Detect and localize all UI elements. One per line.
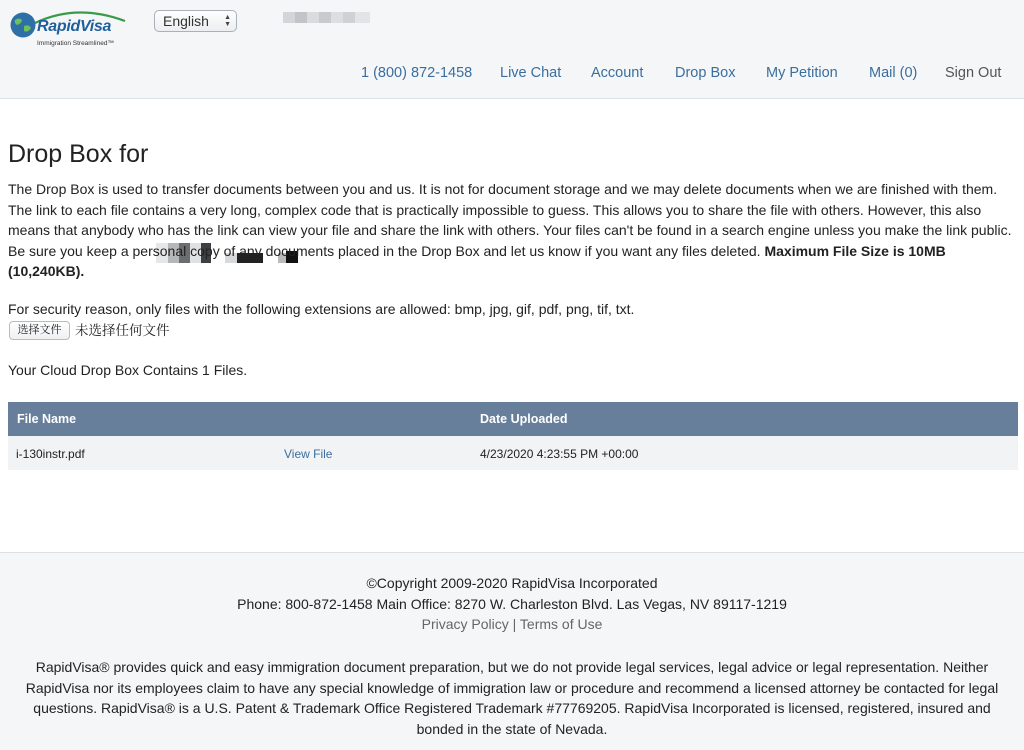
copyright-text: ©Copyright 2009-2020 RapidVisa Incorporated — [366, 575, 658, 591]
intro-paragraph — [8, 179, 1018, 282]
header-date-uploaded: Date Uploaded — [480, 412, 568, 426]
page-title-text: Drop Box for — [8, 140, 149, 168]
footer-link-separator: | — [512, 616, 517, 632]
site-header — [0, 0, 1024, 99]
nav-phone[interactable]: 1 (800) 872-1458 — [361, 65, 473, 81]
view-file-link[interactable]: View File — [284, 447, 333, 461]
site-footer — [0, 552, 1024, 750]
date-uploaded-cell: 4/23/2020 4:23:55 PM +00:00 — [480, 447, 639, 461]
files-table — [8, 402, 1018, 470]
updown-arrows-icon: ▲ ▼ — [224, 14, 231, 28]
terms-of-use-link[interactable]: Terms of Use — [519, 616, 603, 632]
table-row — [8, 436, 1018, 470]
legal-disclaimer: RapidVisa® provides quick and easy immigration document preparation, but we do not provide legal services, legal advice or legal representation. Neither RapidVisa nor its employees claim to have any special knowledge of immigration law or procedure and recommend a licensed attorney be contacted for legal questions. RapidVisa® is a U.S. Patent & Trademark Office Registered Trademark #77769205. RapidVisa Incorporated is licensed, registered, insured and bonded in the state of Nevada. — [25, 659, 999, 737]
header-file-name: File Name — [17, 412, 77, 426]
allowed-extensions-note: For security reason, only files with the following extensions are allowed: bmp, jpg, gif, pdf, png, tif, txt. — [8, 301, 635, 317]
nav-account[interactable]: Account — [591, 65, 644, 81]
nav-drop-box[interactable]: Drop Box — [675, 65, 736, 81]
intro-text: The Drop Box is used to transfer documents between you and us. It is not for document storage and we may delete documents when we are finished with them. The link to each file contains a very long, complex code that is practically impossible to guess. This allows you to share the file with others. However, this also means that anybody who has the link can view your file and share the link with others. Your files can't be found in a search engine unless you make the link public. Be sure you keep a personal copy of any documents placed in the Drop Box and let us know if you want any files deleted. — [8, 181, 1012, 259]
logo-wordmark: RapidVisa — [37, 18, 112, 35]
language-value: English — [163, 13, 209, 29]
file-name-cell: i-130instr.pdf — [16, 447, 85, 461]
logo-tagline: Immigration Streamlined™ — [37, 40, 114, 47]
page-title — [8, 140, 148, 169]
nav-sign-out[interactable]: Sign Out — [945, 65, 1002, 81]
top-navigation — [0, 65, 1024, 83]
footer-links — [0, 616, 1024, 632]
nav-live-chat[interactable]: Live Chat — [500, 65, 562, 81]
nav-mail[interactable]: Mail (0) — [869, 65, 918, 81]
contact-info: Phone: 800-872-1458 Main Office: 8270 W. Charleston Blvd. Las Vegas, NV 89117-1219 — [237, 596, 787, 612]
max-file-size: Maximum File Size is 10MB (10,240KB). — [8, 242, 946, 279]
nav-my-petition[interactable]: My Petition — [766, 65, 838, 81]
file-count: Your Cloud Drop Box Contains 1 Files. — [8, 362, 248, 378]
redacted-user-name — [283, 12, 370, 23]
choose-file-button[interactable]: 选择文件 — [9, 321, 70, 340]
language-select[interactable] — [154, 10, 237, 32]
no-file-selected-label: 未选择任何文件 — [75, 323, 170, 338]
globe-icon — [9, 11, 37, 39]
privacy-policy-link[interactable]: Privacy Policy — [421, 616, 509, 632]
table-header — [8, 402, 1018, 436]
rapidvisa-logo[interactable] — [9, 9, 124, 51]
